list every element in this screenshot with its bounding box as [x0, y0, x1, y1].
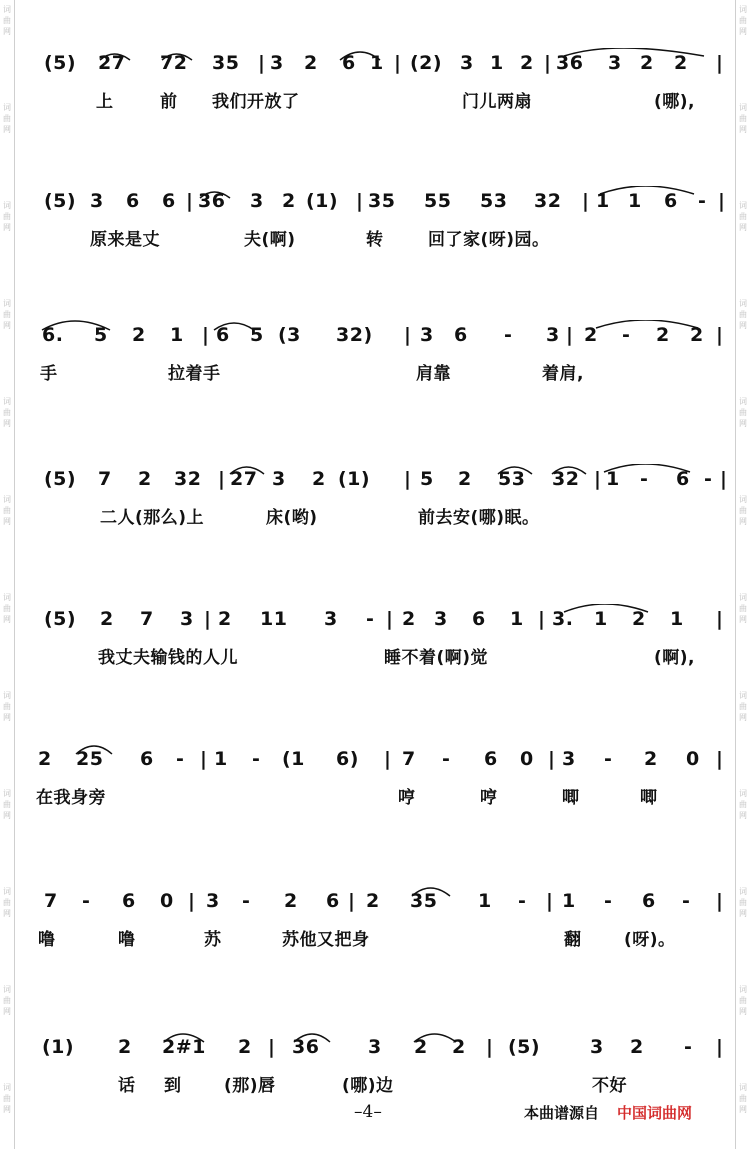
lyric-text: 手	[40, 364, 58, 384]
note-group: 11	[260, 608, 288, 630]
lyric-text: 着肩,	[542, 364, 584, 384]
note-group: 6.	[42, 324, 64, 346]
note-group: 1	[670, 608, 684, 630]
note-group: 35	[212, 52, 240, 74]
score-sheet	[14, 0, 736, 1149]
lyric-text: 前去安(哪)眠。	[418, 508, 540, 528]
watermark-text: 词 曲 网	[3, 495, 11, 526]
note-group: 6	[642, 890, 656, 912]
barline: |	[720, 468, 728, 490]
note-group: 53	[480, 190, 508, 212]
lyric-text: 翻	[564, 930, 582, 950]
note-group: 32	[534, 190, 562, 212]
note-group: 5	[420, 468, 434, 490]
lyric-text: 噜	[38, 930, 56, 950]
note-group: 36	[556, 52, 584, 74]
note-group: 3	[90, 190, 104, 212]
lyric-text: 二人(那么)上	[100, 508, 205, 528]
note-group: 2	[138, 468, 152, 490]
score-line-1	[14, 48, 736, 168]
watermark-text: 词 曲 网	[739, 201, 747, 232]
note-group: -	[242, 890, 251, 912]
watermark-text: 词 曲 网	[739, 593, 747, 624]
watermark-text: 词 曲 网	[3, 593, 11, 624]
note-group: (3	[278, 324, 301, 346]
note-group: 6)	[336, 748, 359, 770]
score-line-8	[14, 1032, 736, 1152]
note-group: (1	[282, 748, 305, 770]
note-group: 53	[498, 468, 526, 490]
note-group: 1	[370, 52, 384, 74]
note-group: -	[704, 468, 713, 490]
lyric-text: 回了家(呀)园。	[428, 230, 550, 250]
note-group: 7	[44, 890, 58, 912]
note-group: 35	[410, 890, 438, 912]
note-group: 1	[596, 190, 610, 212]
barline: |	[404, 468, 412, 490]
note-group: 2	[282, 190, 296, 212]
barline: |	[348, 890, 356, 912]
barline: |	[716, 52, 724, 74]
note-group: 6	[140, 748, 154, 770]
note-group: 2	[402, 608, 416, 630]
barline: |	[394, 52, 402, 74]
lyric-text: 床(哟)	[266, 508, 318, 528]
note-group: 2	[238, 1036, 252, 1058]
note-group: 3	[590, 1036, 604, 1058]
note-group: 3	[562, 748, 576, 770]
barline: |	[186, 190, 194, 212]
note-group: 2	[414, 1036, 428, 1058]
note-group: -	[176, 748, 185, 770]
note-group: 2	[118, 1036, 132, 1058]
note-group: 32)	[336, 324, 373, 346]
barline: |	[384, 748, 392, 770]
score-line-5	[14, 604, 736, 724]
barline: |	[544, 52, 552, 74]
watermark-text: 词 曲 网	[739, 299, 747, 330]
right-watermark-strip	[735, 0, 750, 1149]
note-group: 1	[594, 608, 608, 630]
lyric-text: 夫(啊)	[244, 230, 296, 250]
score-line-4	[14, 464, 736, 584]
lyric-text: 不好	[592, 1076, 627, 1096]
note-group: 1	[510, 608, 524, 630]
lyric-text: 噜	[118, 930, 136, 950]
note-group: 0	[686, 748, 700, 770]
barline: |	[204, 608, 212, 630]
note-group: 32	[552, 468, 580, 490]
note-group: 6	[342, 52, 356, 74]
lyric-text: 睡不着(啊)觉	[384, 648, 489, 668]
note-group: 7	[402, 748, 416, 770]
note-group: -	[682, 890, 691, 912]
barline: |	[716, 1036, 724, 1058]
note-group: 3	[206, 890, 220, 912]
barline: |	[404, 324, 412, 346]
note-group: 1	[628, 190, 642, 212]
lyric-text: 原来是丈	[90, 230, 160, 250]
note-group: 1	[490, 52, 504, 74]
note-group: 6	[676, 468, 690, 490]
note-group: 1	[170, 324, 184, 346]
lyric-text: 到	[164, 1076, 182, 1096]
note-group: 3	[270, 52, 284, 74]
note-group: (1)	[306, 190, 339, 212]
barline: |	[538, 608, 546, 630]
note-group: 1	[562, 890, 576, 912]
note-group: -	[622, 324, 631, 346]
barline: |	[716, 324, 724, 346]
watermark-text: 词 曲 网	[3, 397, 11, 428]
barline: |	[718, 190, 726, 212]
note-group: 2	[656, 324, 670, 346]
score-line-3	[14, 320, 736, 440]
note-group: 3	[546, 324, 560, 346]
lyric-text: 我们开放了	[212, 92, 300, 112]
note-group: 5	[94, 324, 108, 346]
watermark-text: 词 曲 网	[3, 789, 11, 820]
note-group: 6	[472, 608, 486, 630]
note-group: 6	[454, 324, 468, 346]
left-watermark-strip	[0, 0, 15, 1149]
barline: |	[548, 748, 556, 770]
lyric-text: 唧	[640, 788, 658, 808]
note-group: 3	[608, 52, 622, 74]
barline: |	[486, 1036, 494, 1058]
note-group: 3.	[552, 608, 574, 630]
note-group: 2	[284, 890, 298, 912]
note-group: 36	[198, 190, 226, 212]
note-group: -	[442, 748, 451, 770]
lyric-text: 门儿两扇	[462, 92, 532, 112]
note-group: 2	[458, 468, 472, 490]
note-group: 36	[292, 1036, 320, 1058]
note-group: 2	[132, 324, 146, 346]
lyric-text: 转	[366, 230, 384, 250]
barline: |	[200, 748, 208, 770]
note-group: 2	[674, 52, 688, 74]
source-site[interactable]: 中国词曲网	[617, 1104, 693, 1122]
note-group: 1	[606, 468, 620, 490]
note-group: 2	[218, 608, 232, 630]
note-group: -	[518, 890, 527, 912]
note-group: 1	[478, 890, 492, 912]
watermark-text: 词 曲 网	[3, 1083, 11, 1114]
watermark-text: 词 曲 网	[739, 691, 747, 722]
watermark-text: 词 曲 网	[739, 397, 747, 428]
watermark-text: 词 曲 网	[3, 103, 11, 134]
note-group: 27	[98, 52, 126, 74]
note-group: 3	[460, 52, 474, 74]
barline: |	[594, 468, 602, 490]
score-line-6	[14, 744, 736, 864]
note-group: 7	[98, 468, 112, 490]
note-group: 2	[640, 52, 654, 74]
lyric-text: 我丈夫输钱的人儿	[98, 648, 238, 668]
note-group: 25	[76, 748, 104, 770]
watermark-text: 词 曲 网	[3, 201, 11, 232]
note-group: -	[698, 190, 707, 212]
note-group: 2	[452, 1036, 466, 1058]
barline: |	[356, 190, 364, 212]
note-group: 6	[664, 190, 678, 212]
watermark-text: 词 曲 网	[739, 1083, 747, 1114]
note-group: 5	[250, 324, 264, 346]
lyric-text: (哪),	[654, 92, 695, 112]
page-number: –4–	[354, 1102, 382, 1122]
watermark-text: 词 曲 网	[739, 103, 747, 134]
lyric-text: 拉着手	[168, 364, 221, 384]
note-group: 3	[368, 1036, 382, 1058]
lyric-text: 在我身旁	[36, 788, 106, 808]
note-group: 2	[38, 748, 52, 770]
watermark-text: 词 曲 网	[3, 5, 11, 36]
note-group: 72	[160, 52, 188, 74]
note-group: 0	[520, 748, 534, 770]
note-group: 1	[214, 748, 228, 770]
note-group: 55	[424, 190, 452, 212]
lyric-text: (啊),	[654, 648, 695, 668]
barline: |	[566, 324, 574, 346]
note-group: 2#1	[162, 1036, 206, 1058]
note-group: 6	[126, 190, 140, 212]
score-line-2	[14, 186, 736, 306]
score-line-7	[14, 886, 736, 1006]
lyric-text: 肩靠	[416, 364, 451, 384]
note-group: 6	[484, 748, 498, 770]
watermark-text: 词 曲 网	[739, 985, 747, 1016]
lyric-text: (哪)边	[342, 1076, 394, 1096]
barline: |	[202, 324, 210, 346]
note-group: -	[366, 608, 375, 630]
note-group: 3	[434, 608, 448, 630]
barline: |	[268, 1036, 276, 1058]
note-group: 2	[632, 608, 646, 630]
slur-marks	[14, 464, 736, 504]
barline: |	[218, 468, 226, 490]
lyric-text: (呀)。	[624, 930, 676, 950]
lyric-text: 唧	[562, 788, 580, 808]
note-group: 2	[312, 468, 326, 490]
slur-marks	[14, 604, 736, 644]
barline: |	[258, 52, 266, 74]
watermark-text: 词 曲 网	[3, 691, 11, 722]
note-group: (5)	[44, 190, 77, 212]
note-group: (1)	[338, 468, 371, 490]
note-group: 3	[250, 190, 264, 212]
source-credit	[524, 1102, 692, 1123]
lyric-text: 哼	[480, 788, 498, 808]
note-group: 3	[180, 608, 194, 630]
note-group: 2	[304, 52, 318, 74]
note-group: -	[684, 1036, 693, 1058]
barline: |	[716, 890, 724, 912]
note-group: 2	[584, 324, 598, 346]
barline: |	[716, 608, 724, 630]
watermark-text: 词 曲 网	[739, 5, 747, 36]
note-group: -	[504, 324, 513, 346]
note-group: -	[252, 748, 261, 770]
note-group: 7	[140, 608, 154, 630]
note-group: 2	[100, 608, 114, 630]
lyric-text: 话	[118, 1076, 136, 1096]
note-group: (5)	[44, 468, 77, 490]
note-group: -	[640, 468, 649, 490]
note-group: 2	[690, 324, 704, 346]
note-group: 2	[520, 52, 534, 74]
note-group: 3	[324, 608, 338, 630]
note-group: 3	[272, 468, 286, 490]
note-group: 27	[230, 468, 258, 490]
watermark-text: 词 曲 网	[3, 985, 11, 1016]
source-prefix: 本曲谱源自	[524, 1104, 600, 1122]
watermark-text: 词 曲 网	[3, 299, 11, 330]
lyric-text: 前	[160, 92, 178, 112]
note-group: -	[604, 748, 613, 770]
barline: |	[188, 890, 196, 912]
note-group: (5)	[44, 52, 77, 74]
note-group: (5)	[508, 1036, 541, 1058]
note-group: 0	[160, 890, 174, 912]
lyric-text: 苏	[204, 930, 222, 950]
note-group: 6	[122, 890, 136, 912]
barline: |	[386, 608, 394, 630]
watermark-text: 词 曲 网	[739, 887, 747, 918]
note-group: 2	[644, 748, 658, 770]
lyric-text: 苏他又把身	[282, 930, 370, 950]
lyric-text: 哼	[398, 788, 416, 808]
note-group: 2	[630, 1036, 644, 1058]
note-group: 2	[366, 890, 380, 912]
barline: |	[716, 748, 724, 770]
note-group: (1)	[42, 1036, 75, 1058]
note-group: (5)	[44, 608, 77, 630]
lyric-text: 上	[96, 92, 114, 112]
note-group: 6	[162, 190, 176, 212]
barline: |	[546, 890, 554, 912]
note-group: -	[82, 890, 91, 912]
watermark-text: 词 曲 网	[3, 887, 11, 918]
watermark-text: 词 曲 网	[739, 495, 747, 526]
slur-marks	[14, 744, 736, 784]
note-group: 6	[326, 890, 340, 912]
note-group: 35	[368, 190, 396, 212]
note-group: 3	[420, 324, 434, 346]
note-group: (2)	[410, 52, 443, 74]
barline: |	[582, 190, 590, 212]
note-group: -	[604, 890, 613, 912]
note-group: 6	[216, 324, 230, 346]
note-group: 32	[174, 468, 202, 490]
lyric-text: (那)唇	[224, 1076, 276, 1096]
watermark-text: 词 曲 网	[739, 789, 747, 820]
